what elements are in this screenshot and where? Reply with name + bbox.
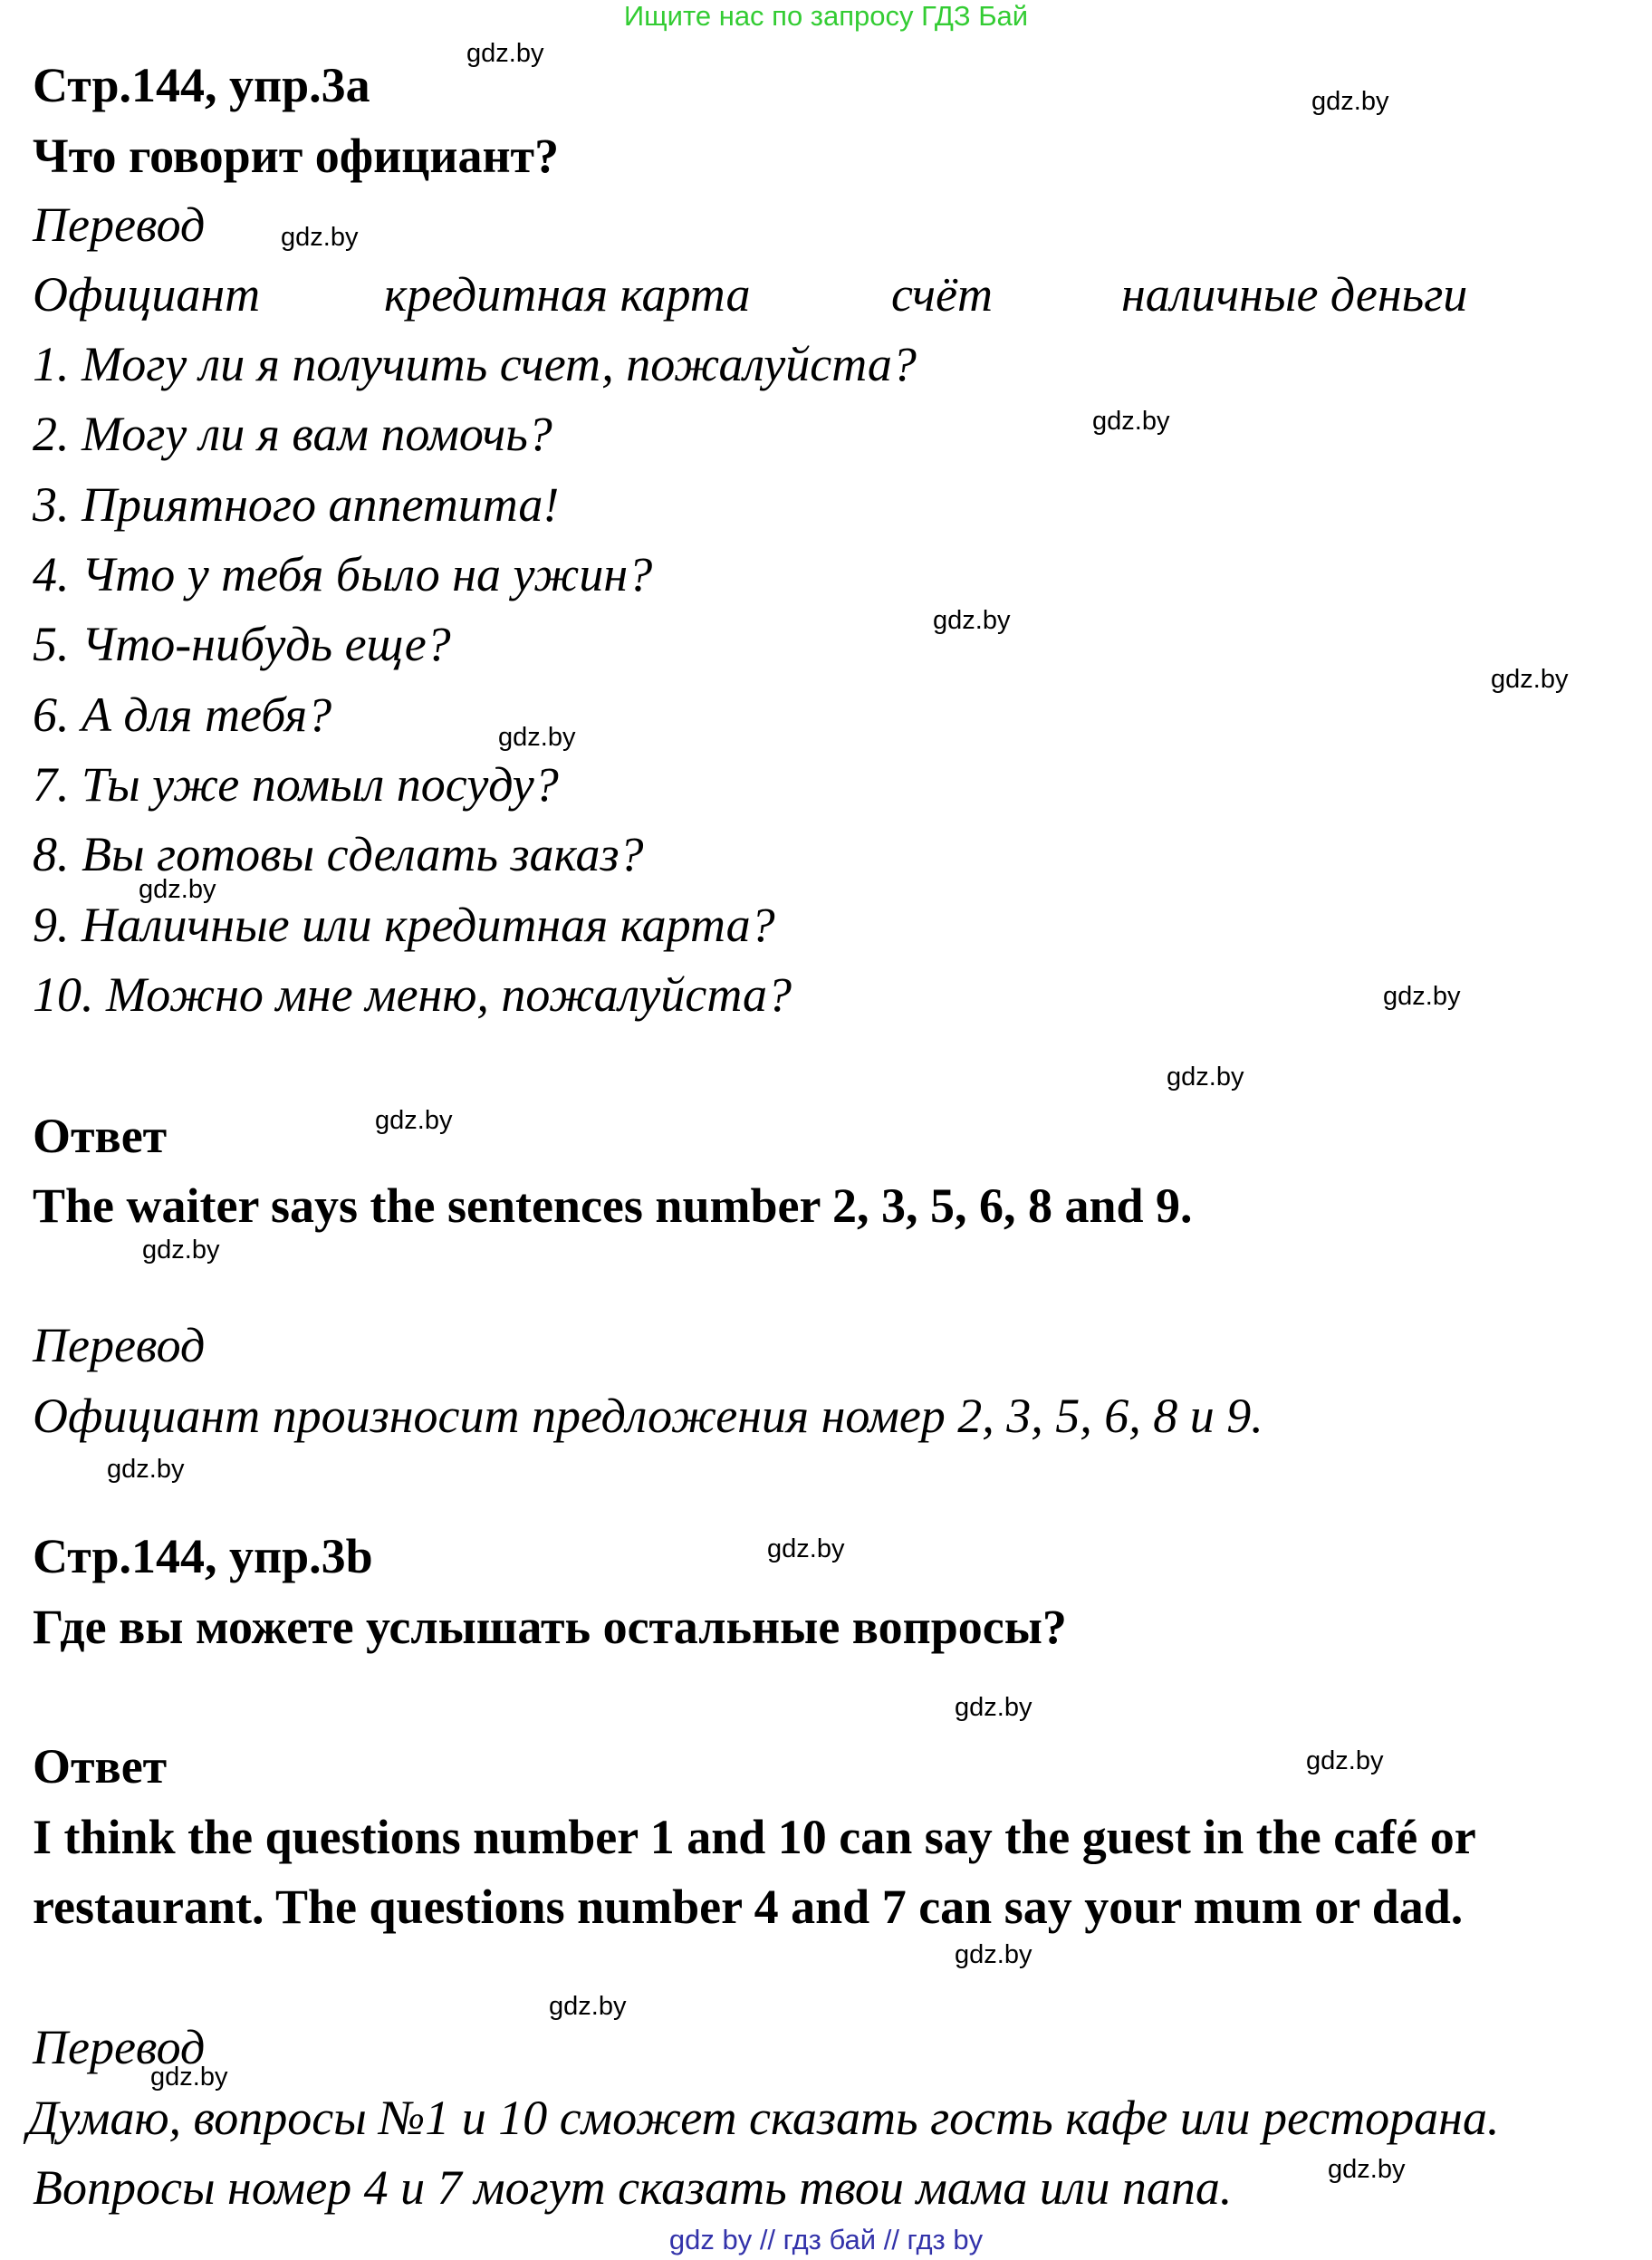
watermark: gdz.by <box>767 1534 845 1563</box>
watermark: gdz.by <box>281 223 359 252</box>
vocab-credit-card: кредитная карта <box>384 267 751 322</box>
watermark: gdz.by <box>150 2063 228 2092</box>
watermark: gdz.by <box>1311 87 1389 116</box>
vocab-cash: наличные деньги <box>1121 267 1468 322</box>
watermark: gdz.by <box>1306 1746 1384 1775</box>
watermark: gdz.by <box>1491 665 1569 694</box>
section-b-translation-label: Перевод <box>33 2020 206 2074</box>
list-item: 3. Приятного аппетита! <box>33 477 560 532</box>
list-item: 1. Могу ли я получить счет, пожалуйста? <box>33 337 917 391</box>
list-item: 5. Что-нибудь еще? <box>33 617 451 671</box>
list-item: 7. Ты уже помыл посуду? <box>33 757 559 812</box>
list-item: 6. А для тебя? <box>33 688 332 742</box>
watermark: gdz.by <box>142 1236 220 1265</box>
watermark: gdz.by <box>933 606 1011 635</box>
section-a-answer-label: Ответ <box>33 1109 168 1163</box>
section-a-title: Стр.144, упр.3а <box>33 58 370 112</box>
watermark: gdz.by <box>549 1992 627 2021</box>
section-b-answer-line: restaurant. The questions number 4 and 7 can say your mum or dad. <box>33 1880 1464 1934</box>
list-item: 9. Наличные или кредитная карта? <box>33 898 775 952</box>
list-item: 10. Можно мне меню, пожалуйста? <box>33 967 792 1022</box>
section-a-translation-label: Перевод <box>33 197 206 252</box>
list-item: 4. Что у тебя было на ужин? <box>33 547 653 601</box>
section-a-answer-translation: Официант произносит предложения номер 2, 3, 5, 6, 8 и 9. <box>33 1389 1263 1443</box>
watermark: gdz.by <box>466 39 544 68</box>
section-b-translation-line: Думаю, вопросы №1 и 10 сможет сказать гость кафе или ресторана. <box>27 2091 1500 2145</box>
watermark: gdz.by <box>955 1940 1032 1969</box>
watermark: gdz.by <box>139 875 216 904</box>
vocab-waiter: Официант <box>33 267 261 322</box>
list-item: 8. Вы готовы сделать заказ? <box>33 827 644 881</box>
watermark: gdz.by <box>498 723 576 752</box>
section-b-title: Стр.144, упр.3b <box>33 1529 373 1583</box>
watermark: gdz.by <box>1383 982 1461 1011</box>
section-a-question: Что говорит официант? <box>33 129 560 183</box>
watermark: gdz.by <box>1167 1063 1244 1092</box>
section-b-answer-line: I think the questions number 1 and 10 can say the guest in the café or <box>33 1810 1476 1864</box>
footer-links: gdz by // гдз бай // гдз by <box>668 2224 984 2255</box>
watermark: gdz.by <box>107 1455 185 1484</box>
top-banner: Ищите нас по запросу ГДЗ Бай <box>623 0 1029 32</box>
list-item: 2. Могу ли я вам помочь? <box>33 407 552 461</box>
section-b-translation-line: Вопросы номер 4 и 7 могут сказать твои мама или папа. <box>33 2160 1233 2215</box>
watermark: gdz.by <box>955 1693 1032 1722</box>
watermark: gdz.by <box>375 1106 453 1135</box>
section-a-answer-translation-label: Перевод <box>33 1318 206 1372</box>
watermark: gdz.by <box>1328 2155 1406 2184</box>
watermark: gdz.by <box>1092 407 1170 436</box>
section-a-answer: The waiter says the sentences number 2, 3, 5, 6, 8 and 9. <box>33 1178 1193 1233</box>
section-b-question: Где вы можете услышать остальные вопросы? <box>33 1600 1067 1654</box>
section-b-answer-label: Ответ <box>33 1739 168 1794</box>
vocab-bill: счёт <box>891 267 993 322</box>
